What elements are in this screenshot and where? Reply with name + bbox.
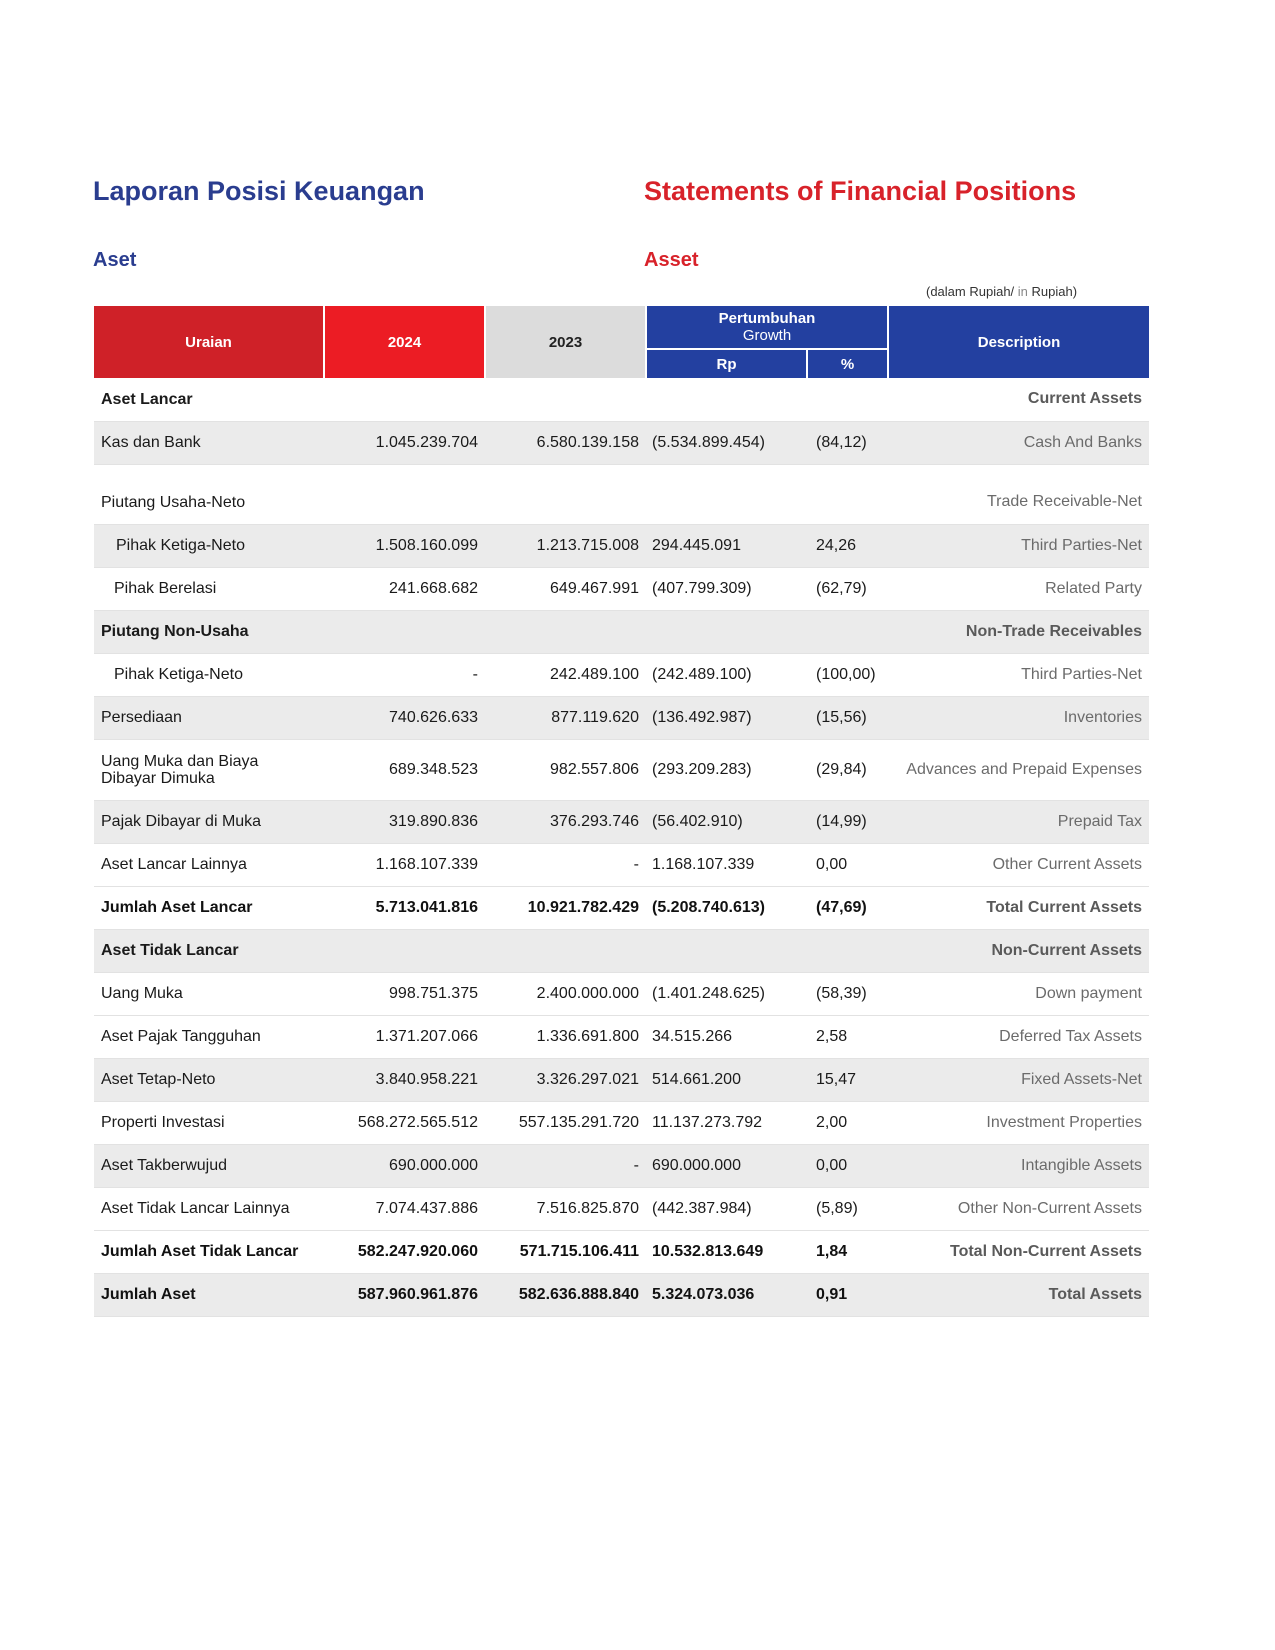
growth-percent: 0,91 (807, 1273, 888, 1316)
row-description: Total Current Assets (888, 886, 1149, 929)
unit-note-end: Rupiah) (1031, 284, 1078, 299)
table-row (94, 800, 1149, 843)
row-label: Aset Lancar (94, 378, 324, 421)
value-2023: 649.467.991 (485, 567, 646, 610)
table-row (94, 378, 1149, 421)
growth-rp: (407.799.309) (646, 567, 807, 610)
value-2024 (324, 610, 485, 653)
row-label: Pihak Ketiga-Neto (94, 524, 324, 567)
table-header (94, 306, 1149, 378)
growth-rp: (136.492.987) (646, 696, 807, 739)
table-row (94, 1058, 1149, 1101)
value-2024: 1.371.207.066 (324, 1015, 485, 1058)
value-2023: 1.336.691.800 (485, 1015, 646, 1058)
table-row (94, 481, 1149, 524)
value-2023: 571.715.106.411 (485, 1230, 646, 1273)
table-row (94, 929, 1149, 972)
row-label: Uang Muka dan Biaya Dibayar Dimuka (94, 739, 324, 800)
growth-percent (807, 481, 888, 524)
table-row (94, 567, 1149, 610)
row-label: Uang Muka (94, 972, 324, 1015)
currency-unit-note (926, 284, 1077, 299)
growth-percent: (5,89) (807, 1187, 888, 1230)
growth-percent: 24,26 (807, 524, 888, 567)
table-row (94, 696, 1149, 739)
row-label: Aset Tidak Lancar (94, 929, 324, 972)
value-2023: 582.636.888.840 (485, 1273, 646, 1316)
row-label: Kas dan Bank (94, 421, 324, 464)
growth-percent (807, 929, 888, 972)
growth-percent (807, 610, 888, 653)
row-label: Jumlah Aset (94, 1273, 324, 1316)
section-title-indonesian: Aset (93, 249, 137, 271)
growth-percent: (62,79) (807, 567, 888, 610)
header-uraian: Uraian (94, 306, 324, 378)
header-growth-english: Growth (742, 327, 792, 344)
value-2023: 6.580.139.158 (485, 421, 646, 464)
growth-rp: (442.387.984) (646, 1187, 807, 1230)
header-year-2023: 2023 (485, 306, 646, 378)
row-description: Third Parties-Net (888, 524, 1149, 567)
row-label: Aset Takberwujud (94, 1144, 324, 1187)
row-description: Down payment (888, 972, 1149, 1015)
row-label: Aset Tidak Lancar Lainnya (94, 1187, 324, 1230)
table-row (94, 739, 1149, 800)
row-label: Aset Pajak Tangguhan (94, 1015, 324, 1058)
value-2024: 241.668.682 (324, 567, 485, 610)
row-description: Current Assets (888, 378, 1149, 421)
growth-rp (646, 929, 807, 972)
value-2024: 1.045.239.704 (324, 421, 485, 464)
row-description: Deferred Tax Assets (888, 1015, 1149, 1058)
header-growth-label: Pertumbuhan (718, 310, 816, 327)
row-description: Fixed Assets-Net (888, 1058, 1149, 1101)
subtotal-row (94, 1230, 1149, 1273)
value-2024: 587.960.961.876 (324, 1273, 485, 1316)
value-2024 (324, 929, 485, 972)
value-2023: 376.293.746 (485, 800, 646, 843)
row-description: Total Assets (888, 1273, 1149, 1316)
row-spacer (94, 464, 1149, 481)
growth-rp: (5.208.740.613) (646, 886, 807, 929)
row-label: Properti Investasi (94, 1101, 324, 1144)
table-row (94, 1015, 1149, 1058)
growth-percent: 15,47 (807, 1058, 888, 1101)
table-row (94, 1101, 1149, 1144)
growth-percent: 1,84 (807, 1230, 888, 1273)
row-label: Aset Lancar Lainnya (94, 843, 324, 886)
value-2024: 740.626.633 (324, 696, 485, 739)
value-2023 (485, 481, 646, 524)
header-year-2024: 2024 (324, 306, 485, 378)
value-2023: 982.557.806 (485, 739, 646, 800)
section-title-english: Asset (644, 249, 699, 271)
value-2024: 998.751.375 (324, 972, 485, 1015)
value-2023: 557.135.291.720 (485, 1101, 646, 1144)
row-description: Total Non-Current Assets (888, 1230, 1149, 1273)
growth-percent: (84,12) (807, 421, 888, 464)
growth-rp: (1.401.248.625) (646, 972, 807, 1015)
growth-percent: 0,00 (807, 843, 888, 886)
row-label: Pajak Dibayar di Muka (94, 800, 324, 843)
value-2023 (485, 929, 646, 972)
row-label: Piutang Non-Usaha (94, 610, 324, 653)
value-2024 (324, 481, 485, 524)
value-2023: 3.326.297.021 (485, 1058, 646, 1101)
growth-percent: (14,99) (807, 800, 888, 843)
growth-rp: 514.661.200 (646, 1058, 807, 1101)
value-2024 (324, 378, 485, 421)
table-row (94, 972, 1149, 1015)
row-description: Intangible Assets (888, 1144, 1149, 1187)
row-description: Other Non-Current Assets (888, 1187, 1149, 1230)
value-2024: 690.000.000 (324, 1144, 485, 1187)
growth-rp: 34.515.266 (646, 1015, 807, 1058)
growth-rp: (293.209.283) (646, 739, 807, 800)
page-title-indonesian: Laporan Posisi Keuangan (93, 176, 425, 206)
value-2023: - (485, 1144, 646, 1187)
value-2023: 10.921.782.429 (485, 886, 646, 929)
value-2024: 319.890.836 (324, 800, 485, 843)
row-description: Non-Trade Receivables (888, 610, 1149, 653)
growth-rp: (5.534.899.454) (646, 421, 807, 464)
table-row (94, 1144, 1149, 1187)
row-description: Third Parties-Net (888, 653, 1149, 696)
table-row (94, 610, 1149, 653)
growth-rp: 11.137.273.792 (646, 1101, 807, 1144)
table-row (94, 421, 1149, 464)
growth-rp (646, 481, 807, 524)
row-label: Aset Tetap-Neto (94, 1058, 324, 1101)
row-description: Inventories (888, 696, 1149, 739)
unit-note-start: (dalam Rupiah/ (926, 284, 1015, 299)
table-row (94, 653, 1149, 696)
grand-total-row (94, 1273, 1149, 1316)
financial-position-table (94, 306, 1149, 1317)
value-2024: 7.074.437.886 (324, 1187, 485, 1230)
growth-rp: 690.000.000 (646, 1144, 807, 1187)
row-description: Non-Current Assets (888, 929, 1149, 972)
growth-rp: 1.168.107.339 (646, 843, 807, 886)
row-description: Prepaid Tax (888, 800, 1149, 843)
row-label: Jumlah Aset Lancar (94, 886, 324, 929)
spacer-cell (94, 464, 1149, 481)
page-title-english: Statements of Financial Positions (644, 176, 1077, 206)
row-description: Related Party (888, 567, 1149, 610)
growth-percent: 2,00 (807, 1101, 888, 1144)
growth-percent: (47,69) (807, 886, 888, 929)
growth-rp: 294.445.091 (646, 524, 807, 567)
subtotal-row (94, 886, 1149, 929)
value-2023: 877.119.620 (485, 696, 646, 739)
row-description: Investment Properties (888, 1101, 1149, 1144)
row-description: Trade Receivable-Net (888, 481, 1149, 524)
table-row (94, 1187, 1149, 1230)
value-2024: 5.713.041.816 (324, 886, 485, 929)
growth-rp (646, 610, 807, 653)
row-label: Pihak Berelasi (94, 567, 324, 610)
value-2023: 2.400.000.000 (485, 972, 646, 1015)
growth-rp: (56.402.910) (646, 800, 807, 843)
value-2024: 3.840.958.221 (324, 1058, 485, 1101)
row-label: Persediaan (94, 696, 324, 739)
value-2023 (485, 610, 646, 653)
header-description: Description (888, 306, 1149, 378)
growth-rp: 5.324.073.036 (646, 1273, 807, 1316)
growth-percent: 0,00 (807, 1144, 888, 1187)
table-row (94, 843, 1149, 886)
header-growth-percent: % (807, 349, 888, 378)
table-row (94, 524, 1149, 567)
growth-percent (807, 378, 888, 421)
value-2024: 689.348.523 (324, 739, 485, 800)
growth-percent: (15,56) (807, 696, 888, 739)
growth-rp: 10.532.813.649 (646, 1230, 807, 1273)
row-description: Advances and Prepaid Expenses (888, 739, 1149, 800)
unit-note-mid: in (1014, 284, 1032, 299)
row-label: Jumlah Aset Tidak Lancar (94, 1230, 324, 1273)
value-2024: 582.247.920.060 (324, 1230, 485, 1273)
growth-rp (646, 378, 807, 421)
header-growth (646, 306, 888, 349)
row-description: Other Current Assets (888, 843, 1149, 886)
value-2023: 1.213.715.008 (485, 524, 646, 567)
value-2024: 1.508.160.099 (324, 524, 485, 567)
value-2024: - (324, 653, 485, 696)
growth-percent: (29,84) (807, 739, 888, 800)
value-2023: 242.489.100 (485, 653, 646, 696)
value-2023: 7.516.825.870 (485, 1187, 646, 1230)
growth-percent: (58,39) (807, 972, 888, 1015)
value-2024: 568.272.565.512 (324, 1101, 485, 1144)
row-description: Cash And Banks (888, 421, 1149, 464)
value-2023 (485, 378, 646, 421)
row-label: Pihak Ketiga-Neto (94, 653, 324, 696)
table-body (94, 378, 1149, 1316)
growth-rp: (242.489.100) (646, 653, 807, 696)
row-label: Piutang Usaha-Neto (94, 481, 324, 524)
growth-percent: 2,58 (807, 1015, 888, 1058)
value-2024: 1.168.107.339 (324, 843, 485, 886)
growth-percent: (100,00) (807, 653, 888, 696)
header-growth-rp: Rp (646, 349, 807, 378)
value-2023: - (485, 843, 646, 886)
